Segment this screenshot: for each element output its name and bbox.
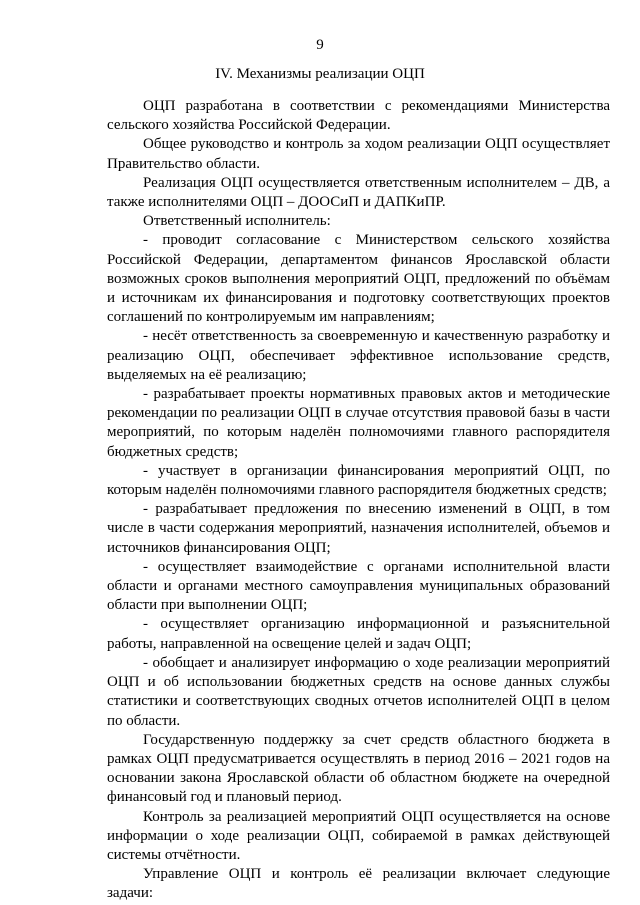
section-title: IV. Механизмы реализации ОЦП xyxy=(215,66,425,82)
list-item: - проводит согласование с Министерством сельского хозяйства Российской Федерации, департаментом финансов Ярославской области возможных сроков выполнения мероприятий ОЦП, предложений по объёмам и источникам их финансирования и подготовку соответствующих проектов соглашений по контролируемым им направлениям; xyxy=(107,232,610,326)
page-number: 9 xyxy=(316,37,324,53)
list-item: - несёт ответственность за своевременную и качественную разработку и реализацию ОЦП, обеспечивает эффективное использование средств, выделяемых на её реализацию; xyxy=(107,328,610,383)
list-item: - участвует в организации финансирования мероприятий ОЦП, по которым наделён полномочиями главного распорядителя бюджетных средств; xyxy=(107,462,610,499)
body-text xyxy=(107,97,610,904)
paragraph: Ответственный исполнитель: xyxy=(143,213,331,230)
paragraph: Управление ОЦП и контроль её реализации включает следующие задачи: xyxy=(107,866,610,902)
list-item: - осуществляет взаимодействие с органами исполнительной власти области и органами местного самоуправления муниципальных образований области при выполнении ОЦП; xyxy=(107,558,610,614)
list-item: - разрабатывает предложения по внесению изменений в ОЦП, в том числе в части содержания мероприятий, назначения исполнителей, объемов и источников финансирования ОЦП; xyxy=(107,501,610,556)
list-item: - разрабатывает проекты нормативных правовых актов и методические рекомендации по реализации ОЦП в случае отсутствия правовой базы в части мероприятий, по которым наделён полномочиями главного распорядителя бюджетных средств; xyxy=(107,386,610,460)
paragraph: Реализация ОЦП осуществляется ответственным исполнителем – ДВ, а также исполнителями ОЦП – ДООСиП и ДАПКиПР. xyxy=(107,174,610,211)
paragraph: Государственную поддержку за счет средств областного бюджета в рамках ОЦП предусматривается осуществлять в период 2016 – 2021 годов на основании закона Ярославской области об областном бюджете на очередной финансовый год и плановый период. xyxy=(107,731,610,806)
paragraph: ОЦП разработана в соответствии с рекомендациями Министерства сельского хозяйства Российской Федерации. xyxy=(107,98,610,134)
list-item: - обобщает и анализирует информацию о ходе реализации мероприятий ОЦП и об использовании бюджетных средств на основе данных службы статистики и соответствующих сводных отчетов исполнителей ОЦП в целом по области. xyxy=(107,654,610,729)
paragraph: Общее руководство и контроль за ходом реализации ОЦП осуществляет Правительство области. xyxy=(107,136,610,172)
paragraph: Контроль за реализацией мероприятий ОЦП осуществляется на основе информации о ходе реализации ОЦП, собираемой в рамках действующей системы отчётности. xyxy=(107,808,610,863)
list-item: - осуществляет организацию информационной и разъяснительной работы, направленной на освещение целей и задач ОЦП; xyxy=(107,616,610,652)
